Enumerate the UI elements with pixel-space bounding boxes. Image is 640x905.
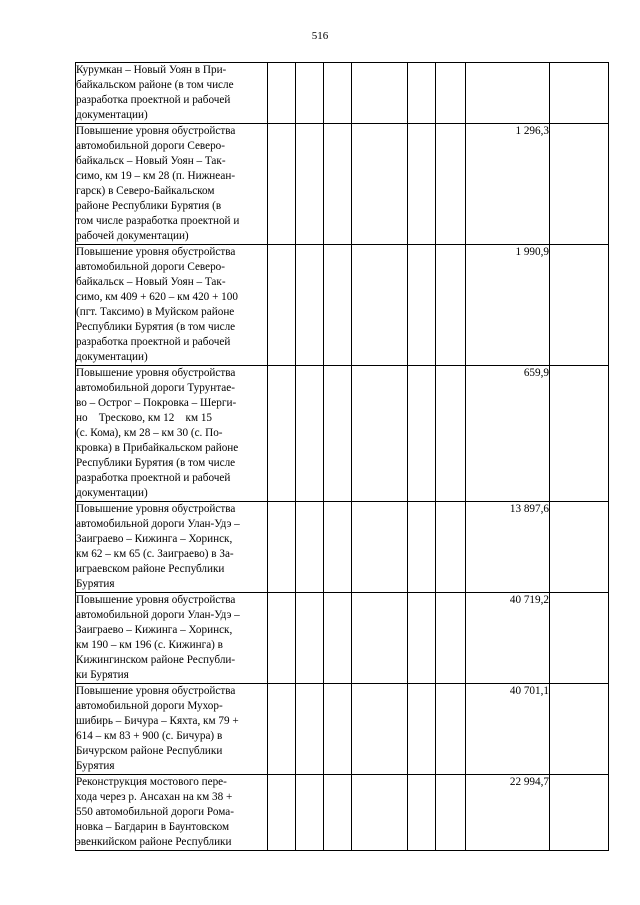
table-row <box>76 245 609 366</box>
table-row <box>76 124 609 245</box>
description-line: автомобильной дороги Северо- <box>76 140 225 152</box>
description-cell <box>76 124 268 245</box>
description-line: Повышение уровня обустройства <box>76 503 236 515</box>
description-line: км 62 – км 65 (с. Заиграево) в За- <box>76 548 234 560</box>
description-cell <box>76 245 268 366</box>
table-row <box>76 366 609 502</box>
description-line: 550 автомобильной дороги Рома- <box>76 806 234 818</box>
empty-cell <box>296 366 324 502</box>
empty-cell <box>296 593 324 684</box>
empty-cell <box>550 593 609 684</box>
description-line: 614 – км 83 + 900 (с. Бичура) в <box>76 730 223 742</box>
table-row <box>76 502 609 593</box>
description-line: Кижингинском районе Республи- <box>76 654 236 666</box>
amount-cell: 1 296,3 <box>466 124 550 245</box>
description-line: автомобильной дороги Мухор- <box>76 700 223 712</box>
empty-cell <box>324 63 352 124</box>
description-line: районе Республики Бурятия (в <box>76 200 222 212</box>
description-line: кровка) в Прибайкальском районе <box>76 442 239 454</box>
empty-cell <box>268 124 296 245</box>
empty-cell <box>352 63 408 124</box>
description-line: разработка проектной и рабочей <box>76 472 231 484</box>
empty-cell <box>352 502 408 593</box>
table-row <box>76 593 609 684</box>
empty-cell <box>436 502 466 593</box>
description-line: шибирь – Бичура – Кяхта, км 79 + <box>76 715 239 727</box>
description-line: разработка проектной и рабочей <box>76 94 231 106</box>
description-line: Бичурском районе Республики <box>76 745 223 757</box>
amount-cell: 22 994,7 <box>466 775 550 851</box>
description-line: Повышение уровня обустройства <box>76 125 236 137</box>
budget-table <box>75 62 609 851</box>
description-line: Реконструкция мостового пере- <box>76 776 227 788</box>
table-body <box>76 63 609 851</box>
empty-cell <box>408 775 436 851</box>
description-cell <box>76 502 268 593</box>
description-line: байкальск – Новый Уоян – Так- <box>76 155 226 167</box>
empty-cell <box>352 124 408 245</box>
amount-cell: 40 719,2 <box>466 593 550 684</box>
empty-cell <box>296 124 324 245</box>
empty-cell <box>268 684 296 775</box>
empty-cell <box>296 502 324 593</box>
empty-cell <box>408 684 436 775</box>
empty-cell <box>550 684 609 775</box>
empty-cell <box>550 366 609 502</box>
description-line: симо, км 19 – км 28 (п. Нижнеан- <box>76 170 236 182</box>
empty-cell <box>324 124 352 245</box>
empty-cell <box>352 245 408 366</box>
empty-cell <box>268 245 296 366</box>
empty-cell <box>408 63 436 124</box>
description-line: Повышение уровня обустройства <box>76 594 236 606</box>
empty-cell <box>550 245 609 366</box>
description-line: во – Острог – Покровка – Шерги- <box>76 397 237 409</box>
empty-cell <box>550 63 609 124</box>
empty-cell <box>268 63 296 124</box>
empty-cell <box>408 124 436 245</box>
empty-cell <box>436 593 466 684</box>
empty-cell <box>436 245 466 366</box>
description-line: рабочей документации) <box>76 230 189 242</box>
description-line: автомобильной дороги Улан-Удэ – <box>76 609 240 621</box>
description-line: гарск) в Северо-Байкальском <box>76 185 215 197</box>
description-line: (пгт. Таксимо) в Муйском районе <box>76 306 235 318</box>
empty-cell <box>352 366 408 502</box>
empty-cell <box>550 502 609 593</box>
amount-cell: 1 990,9 <box>466 245 550 366</box>
description-line: том числе разработка проектной и <box>76 215 240 227</box>
description-cell <box>76 366 268 502</box>
empty-cell <box>352 593 408 684</box>
description-line: Республики Бурятия (в том числе <box>76 321 236 333</box>
description-line: Бурятия <box>76 760 115 772</box>
description-line: документации) <box>76 351 148 363</box>
description-line: новка – Багдарин в Баунтовском <box>76 821 230 833</box>
empty-cell <box>268 775 296 851</box>
empty-cell <box>324 502 352 593</box>
description-line: Повышение уровня обустройства <box>76 367 236 379</box>
description-line: ки Бурятия <box>76 669 129 681</box>
empty-cell <box>296 684 324 775</box>
empty-cell <box>296 245 324 366</box>
empty-cell <box>324 593 352 684</box>
empty-cell <box>550 124 609 245</box>
description-cell <box>76 63 268 124</box>
description-cell <box>76 684 268 775</box>
table-row <box>76 63 609 124</box>
description-line: документации) <box>76 487 148 499</box>
description-cell <box>76 775 268 851</box>
empty-cell <box>268 593 296 684</box>
empty-cell <box>296 775 324 851</box>
empty-cell <box>324 366 352 502</box>
amount-cell: 659,9 <box>466 366 550 502</box>
description-line: Курумкан – Новый Уоян в При- <box>76 64 227 76</box>
empty-cell <box>324 684 352 775</box>
description-line: Повышение уровня обустройства <box>76 685 236 697</box>
description-line: Республики Бурятия (в том числе <box>76 457 236 469</box>
description-line: симо, км 409 + 620 – км 420 + 100 <box>76 291 238 303</box>
empty-cell <box>268 366 296 502</box>
description-line: играевском районе Республики <box>76 563 225 575</box>
empty-cell <box>436 366 466 502</box>
empty-cell <box>436 775 466 851</box>
amount-cell: 40 701,1 <box>466 684 550 775</box>
description-line: Заиграево – Кижинга – Хоринск, <box>76 533 233 545</box>
description-line: но Тресково, км 12 км 15 <box>76 412 213 424</box>
description-line: автомобильной дороги Турунтае- <box>76 382 235 394</box>
empty-cell <box>352 684 408 775</box>
description-line: Бурятия <box>76 578 115 590</box>
empty-cell <box>324 245 352 366</box>
description-line: байкальск – Новый Уоян – Так- <box>76 276 226 288</box>
empty-cell <box>296 63 324 124</box>
page-number: 516 <box>311 30 329 42</box>
description-line: Повышение уровня обустройства <box>76 246 236 258</box>
empty-cell <box>408 593 436 684</box>
description-line: разработка проектной и рабочей <box>76 336 231 348</box>
empty-cell <box>408 502 436 593</box>
description-line: Заиграево – Кижинга – Хоринск, <box>76 624 233 636</box>
description-line: хода через р. Ансахан на км 38 + <box>76 791 233 803</box>
description-line: км 190 – км 196 (с. Кижинга) в <box>76 639 223 651</box>
empty-cell <box>324 775 352 851</box>
description-cell <box>76 593 268 684</box>
table-row <box>76 684 609 775</box>
table-row <box>76 775 609 851</box>
description-line: автомобильной дороги Улан-Удэ – <box>76 518 240 530</box>
description-line: автомобильной дороги Северо- <box>76 261 225 273</box>
empty-cell <box>550 775 609 851</box>
empty-cell <box>408 366 436 502</box>
empty-cell <box>352 775 408 851</box>
description-line: байкальском районе (в том числе <box>76 79 234 91</box>
description-line: эвенкийском районе Республики <box>76 836 232 848</box>
amount-cell <box>466 63 550 124</box>
empty-cell <box>436 124 466 245</box>
empty-cell <box>268 502 296 593</box>
description-line: документации) <box>76 109 148 121</box>
empty-cell <box>436 63 466 124</box>
empty-cell <box>436 684 466 775</box>
amount-cell: 13 897,6 <box>466 502 550 593</box>
empty-cell <box>408 245 436 366</box>
description-line: (с. Кома), км 28 – км 30 (с. По- <box>76 427 223 439</box>
